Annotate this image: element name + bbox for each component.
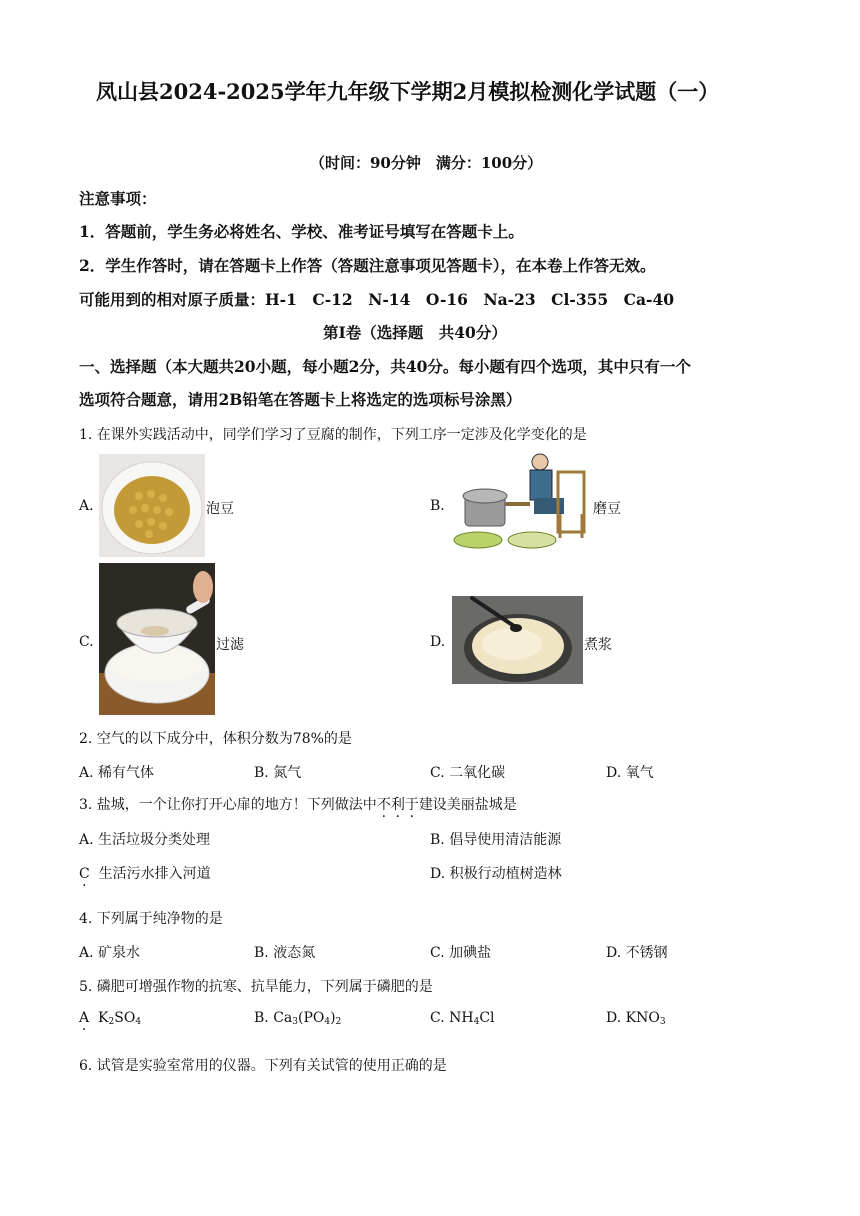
q5-b-subscript: 2: [335, 1017, 342, 1027]
question-3-stem: [79, 794, 517, 814]
q3-option-a: A. 生活垃圾分类处理: [79, 832, 211, 848]
q5-a-subscript: 2: [108, 1017, 115, 1027]
time-info: （时间：90分钟 满分：100分）: [310, 154, 543, 172]
notice-item-2: 2．学生作答时，请在答题卡上作答（答题注意事项见答题卡），在本卷上作答无效。: [79, 256, 656, 275]
exam-title: 凤山县2024-2025学年九年级下学期2月模拟检测化学试题（一）: [96, 79, 720, 104]
q4-option-b: B. 液态氮: [254, 945, 316, 961]
q2-option-a: A. 稀有气体: [79, 765, 155, 781]
q3-option-b: B. 倡导使用清洁能源: [430, 832, 562, 848]
q3-option-c-text: 生活污水排入河道: [98, 866, 211, 882]
section-heading-line1: 一、选择题（本大题共20小题，每小题2分，共40分。每小题有四个选项，其中只有一个: [79, 357, 691, 376]
q5-a-subscript: 4: [135, 1017, 142, 1027]
q4-option-c: C. 加碘盐: [430, 945, 492, 961]
q5-option-a: [79, 1010, 141, 1027]
q1-option-a-label: A.: [79, 498, 94, 514]
filtering-image: [99, 563, 215, 715]
q5-option-a-label: A ·: [79, 1010, 89, 1026]
q3-emphasis-char-3: 于: [404, 797, 419, 813]
q3-option-d: D. 积极行动植树造林: [430, 866, 562, 882]
q5-c-formula-part: Cl: [479, 1010, 495, 1026]
q1-option-c-text: 过滤: [216, 637, 244, 653]
q5-a-formula-part: SO: [114, 1010, 136, 1026]
q1-option-b-text: 磨豆: [593, 501, 621, 517]
q1-option-c-label: C.: [79, 634, 94, 650]
q1-option-a-text: 泡豆: [206, 501, 234, 517]
q2-option-c: C. 二氧化碳: [430, 765, 506, 781]
q3-option-c-label: C ·: [79, 866, 90, 882]
q4-option-d: D. 不锈钢: [606, 945, 668, 961]
q1-option-b-label: B.: [430, 498, 445, 514]
section-heading-line2: 选项符合题意，请用2B铅笔在答题卡上将选定的选项标号涂黑）: [79, 390, 522, 409]
q5-b-formula-part: B. Ca: [254, 1010, 293, 1026]
q5-d-formula-part: D. KNO: [606, 1010, 660, 1026]
atomic-masses: 可能用到的相对原子质量：H-1 C-12 N-14 O-16 Na-23 Cl-355 Ca-40: [79, 290, 675, 309]
q4-option-a: A. 矿泉水: [79, 945, 141, 961]
q5-b-formula-part: (PO: [297, 1010, 325, 1026]
question-2-stem: 2. 空气的以下成分中，体积分数为78%的是: [79, 731, 352, 747]
volume-title: 第Ⅰ卷（选择题 共40分）: [323, 323, 507, 342]
question-6-stem: 6. 试管是实验室常用的仪器。下列有关试管的使用正确的是: [79, 1058, 447, 1074]
soaking-beans-image: [99, 454, 205, 557]
q3-emphasis-char-2: 利: [390, 797, 405, 813]
q3-stem-pre: 3. 盐城，一个让你打开心扉的地方！下列做法中: [79, 797, 377, 813]
q5-option-b: [254, 1010, 341, 1027]
q1-option-d-text: 煮浆: [584, 637, 612, 653]
q3-emphasis-char-1: 不: [376, 797, 391, 813]
boiling-soymilk-image: [452, 596, 583, 684]
question-4-stem: 4. 下列属于纯净物的是: [79, 911, 223, 927]
q5-option-c: [430, 1010, 495, 1027]
notice-heading: 注意事项：: [79, 189, 157, 208]
q5-b-subscript: 4: [324, 1017, 331, 1027]
q1-option-d-label: D.: [430, 634, 446, 650]
q5-a-formula-part: K: [98, 1010, 109, 1026]
grinding-beans-image: [450, 452, 592, 556]
q2-option-d: D. 氧气: [606, 765, 654, 781]
q2-option-b: B. 氮气: [254, 765, 302, 781]
q5-c-formula-part: C. NH: [430, 1010, 474, 1026]
q5-option-d: [606, 1010, 666, 1027]
q3-option-c: [79, 863, 211, 883]
q5-d-subscript: 3: [659, 1017, 666, 1027]
question-5-stem: 5. 磷肥可增强作物的抗寒、抗旱能力，下列属于磷肥的是: [79, 979, 433, 995]
q5-b-subscript: 3: [292, 1017, 298, 1027]
question-1-stem: 1. 在课外实践活动中，同学们学习了豆腐的制作，下列工序一定涉及化学变化的是: [79, 427, 587, 443]
q5-c-subscript: 4: [473, 1017, 480, 1027]
notice-item-1: 1．答题前，学生务必将姓名、学校、准考证号填写在答题卡上。: [79, 222, 524, 241]
q3-stem-post: 建设美丽盐城是: [418, 797, 517, 813]
q5-b-formula-part: ): [330, 1010, 336, 1026]
